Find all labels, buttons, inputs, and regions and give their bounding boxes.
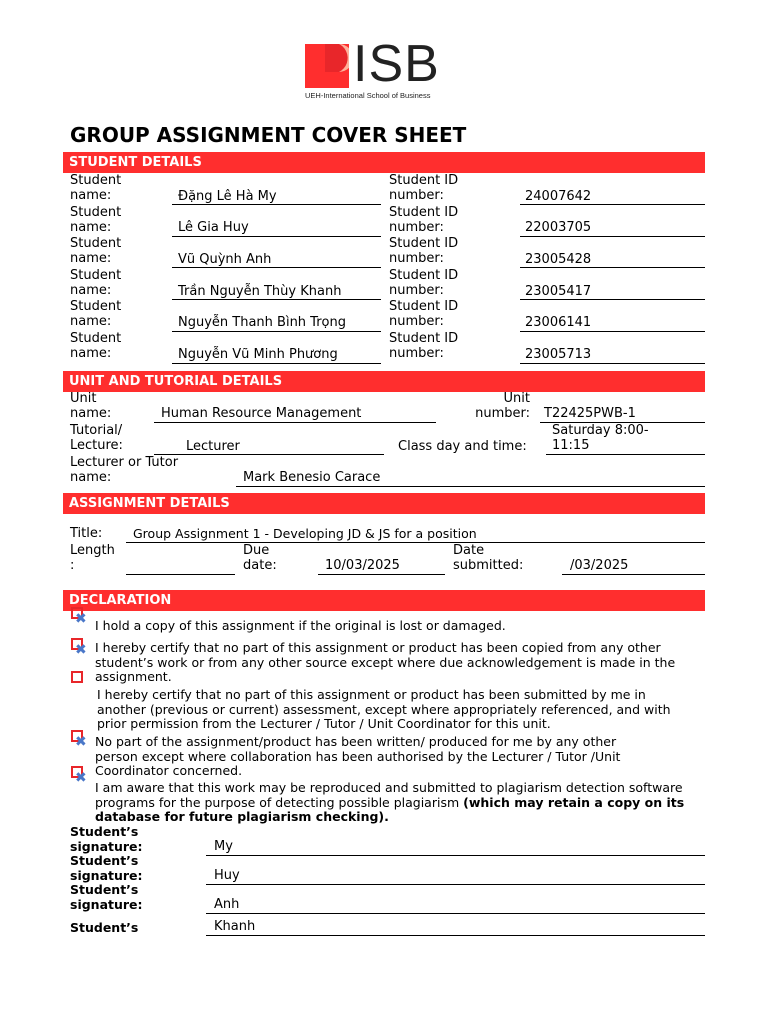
declaration-checkbox[interactable] [71,607,87,627]
student-name-label: Student name: [70,205,122,235]
length-label: Length : [70,543,115,573]
due-date-value[interactable]: 10/03/2025 [325,558,400,573]
date-submitted-label: Date submitted: [453,543,524,573]
student-id-label: Student ID number: [389,205,459,235]
logo-mark-icon [305,44,349,88]
student-id-label: Student ID number: [389,173,459,203]
declaration-item-bold-text: (which may retain a copy on its database for future plagiarism checking). [95,794,685,824]
declaration-item: I hold a copy of this assignment if the original is lost or damaged. [95,618,506,633]
student-name-value[interactable]: Đặng Lê Hà My [178,189,277,204]
logo [305,35,455,100]
student-name-label: Student name: [70,299,122,329]
logo-subtitle: UEH-International School of Business [305,91,431,100]
student-details-header: STUDENT DETAILS [63,152,705,173]
student-name-label: Student name: [70,268,122,298]
student-id-value[interactable]: 23006141 [525,315,592,330]
declaration-item-text: I am aware that this work may be reproduced and submitted to plagiarism detection software programs for the purpose of detecting possible plagiarism [95,780,683,810]
check-x-icon: ✖ [75,642,87,658]
assignment-title-label: Title: [70,526,103,541]
page-title: GROUP ASSIGNMENT COVER SHEET [70,123,467,147]
student-name-label: Student name: [70,173,122,203]
unit-details-header: UNIT AND TUTORIAL DETAILS [63,371,705,392]
tutorial-value[interactable]: Lecturer [186,439,240,454]
date-submitted-value[interactable]: /03/2025 [570,558,629,573]
unit-name-value[interactable]: Human Resource Management [161,406,362,421]
logo-text: ISB [353,35,440,93]
signature-value[interactable]: My [214,839,233,854]
student-name-value[interactable]: Trần Nguyễn Thùy Khanh [178,284,342,299]
student-id-label: Student ID number: [389,268,459,298]
declaration-item: I hereby certify that no part of this assignment or product has been copied from any other student’s work or from any other source except where due acknowledgement is made in the assignment. [95,640,676,684]
signature-value[interactable]: Huy [214,868,240,883]
class-day-time-value[interactable]: Saturday 8:00- 11:15 [552,423,649,453]
declaration-item: No part of the assignment/product has been written/ produced for me by any other person except where collaboration has been authorised by the Lecturer / Tutor /Unit Coordinator concerned. [95,734,621,778]
student-name-label: Student name: [70,331,122,361]
declaration-checkbox[interactable] [71,766,87,786]
student-id-value[interactable]: 22003705 [525,220,592,235]
student-name-value[interactable]: Nguyễn Thanh Bình Trọng [178,315,346,330]
student-id-value[interactable]: 24007642 [525,189,592,204]
declaration-checkbox[interactable] [71,671,83,683]
class-day-time-label: Class day and time: [398,439,527,454]
signature-label: Student’s [70,920,139,935]
declaration-item: I hereby certify that no part of this assignment or product has been submitted by me in another (previous or current) assessment, except where appropriately referenced, and with prior permission from the Lecturer / Tutor / Unit Coordinator for this unit. [97,687,671,731]
signature-label: Student’s signature: [70,882,143,912]
declaration-checkbox[interactable] [71,638,87,658]
lecturer-label: Lecturer or Tutor name: [70,455,179,485]
unit-name-label: Unit name: [70,391,112,421]
due-date-label: Due date: [243,543,277,573]
declaration-header: DECLARATION [63,590,705,611]
signature-value[interactable]: Khanh [214,919,256,934]
check-x-icon: ✖ [75,734,87,750]
student-name-value[interactable]: Nguyễn Vũ Minh Phương [178,347,338,362]
student-name-value[interactable]: Vũ Quỳnh Anh [178,252,272,267]
signature-label: Student’s signature: [70,824,143,854]
unit-number-value[interactable]: T22425PWB-1 [544,406,636,421]
signature-value[interactable]: Anh [214,897,240,912]
unit-number-label: Unit number: [475,391,530,421]
student-id-value[interactable]: 23005428 [525,252,592,267]
student-id-value[interactable]: 23005713 [525,347,592,362]
student-id-label: Student ID number: [389,236,459,266]
student-name-label: Student name: [70,236,122,266]
declaration-item [95,781,695,825]
check-x-icon: ✖ [75,611,87,627]
student-id-value[interactable]: 23005417 [525,284,592,299]
student-id-label: Student ID number: [389,299,459,329]
assignment-details-header: ASSIGNMENT DETAILS [63,493,705,514]
assignment-title-value[interactable]: Group Assignment 1 - Developing JD & JS for a position [133,526,477,541]
declaration-checkbox[interactable] [71,730,87,750]
check-x-icon: ✖ [75,770,87,786]
lecturer-value[interactable]: Mark Benesio Carace [243,470,381,485]
signature-label: Student’s signature: [70,853,143,883]
student-id-label: Student ID number: [389,331,459,361]
student-name-value[interactable]: Lê Gia Huy [178,220,249,235]
tutorial-label: Tutorial/ Lecture: [70,423,123,453]
